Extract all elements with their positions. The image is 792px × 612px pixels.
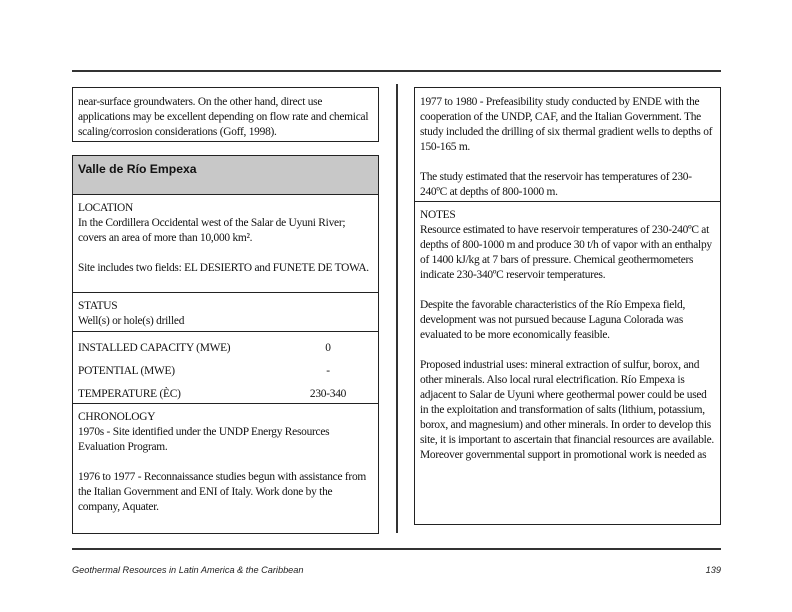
chronology-paragraph: The study estimated that the reservoir has temperatures of 230-240ºC at depths of 800-1000 m. — [420, 171, 692, 198]
metric-value: 230-340 — [309, 388, 347, 400]
location-heading: LOCATION — [78, 202, 133, 214]
footer-rule — [72, 548, 721, 550]
publication-title: Geothermal Resources in Latin America & the Caribbean — [72, 565, 304, 575]
site-title: Valle de Río Empexa — [73, 156, 378, 195]
site-record-box — [72, 155, 379, 534]
page-number: 139 — [705, 565, 721, 575]
chronology-section — [73, 404, 378, 517]
notes-section — [415, 202, 720, 465]
site-record-continued-box — [414, 87, 721, 525]
metric-row-potential — [78, 360, 373, 383]
status-heading: STATUS — [78, 300, 118, 312]
metrics-section — [73, 332, 378, 404]
chronology-paragraph: 1970s - Site identified under the UNDP Energy Resources Evaluation Program. — [78, 426, 330, 453]
metric-label: INSTALLED CAPACITY (MWE) — [78, 342, 231, 354]
metric-value: 0 — [325, 342, 331, 354]
metric-label: POTENTIAL (MWE) — [78, 365, 175, 377]
notes-heading: NOTES — [420, 209, 456, 221]
intro-continuation-box — [72, 87, 379, 142]
chronology-paragraph: 1977 to 1980 - Prefeasibility study conducted by ENDE with the cooperation of the UNDP, CAF, and the Italian Government. The study included the drilling of six thermal gradient wells to depths of 150-165 m. — [420, 96, 713, 153]
notes-paragraph: Proposed industrial uses: mineral extraction of sulfur, borox, and other minerals. Also local rural electrification. Río Empexa is adjacent to Salar de Uyuni where geothermal power could be used in the exploitation and transformation of salts (lithium, potassium, borox, and magnesium) and other minerals. In order to develop this site, it is important to ascertain that financial resources are available. Moreover governmental support in promotional work is needed as — [420, 359, 714, 461]
metric-row-temperature — [78, 383, 373, 406]
location-paragraph: In the Cordillera Occidental west of the Salar de Uyuni River; covers an area of more than 10,000 km². — [78, 217, 346, 244]
status-value: Well(s) or hole(s) drilled — [78, 315, 185, 327]
metric-value: - — [326, 365, 330, 377]
intro-paragraph: near-surface groundwaters. On the other hand, direct use applications may be excellent depending on flow rate and chemical scaling/corrosion considerations (Goff, 1998). — [78, 96, 369, 138]
location-paragraph: Site includes two fields: EL DESIERTO and FUNETE DE TOWA. — [78, 262, 369, 274]
notes-paragraph: Despite the favorable characteristics of the Río Empexa field, development was not pursued because Laguna Colorada was evaluated to be more economically feasible. — [420, 299, 686, 341]
notes-paragraph: Resource estimated to have reservoir temperatures of 230-240ºC at depths of 800-1000 m and produce 30 t/h of vapor with an enthalpy of 1400 kJ/kg at 7 bars of pressure. Chemical geothermometers indicate 230-340ºC reservoir temperatures. — [420, 224, 712, 281]
chronology-continued-section — [415, 88, 720, 202]
metric-label: TEMPERATURE (ÈC) — [78, 388, 181, 400]
location-section — [73, 195, 378, 293]
column-divider — [396, 84, 398, 533]
chronology-paragraph: 1976 to 1977 - Reconnaissance studies begun with assistance from the Italian Government and ENI of Italy. Work done by the company, Aquater. — [78, 471, 367, 513]
status-section — [73, 293, 378, 332]
header-rule — [72, 70, 721, 72]
chronology-heading: CHRONOLOGY — [78, 411, 156, 423]
metric-row-installed-capacity — [78, 337, 373, 360]
